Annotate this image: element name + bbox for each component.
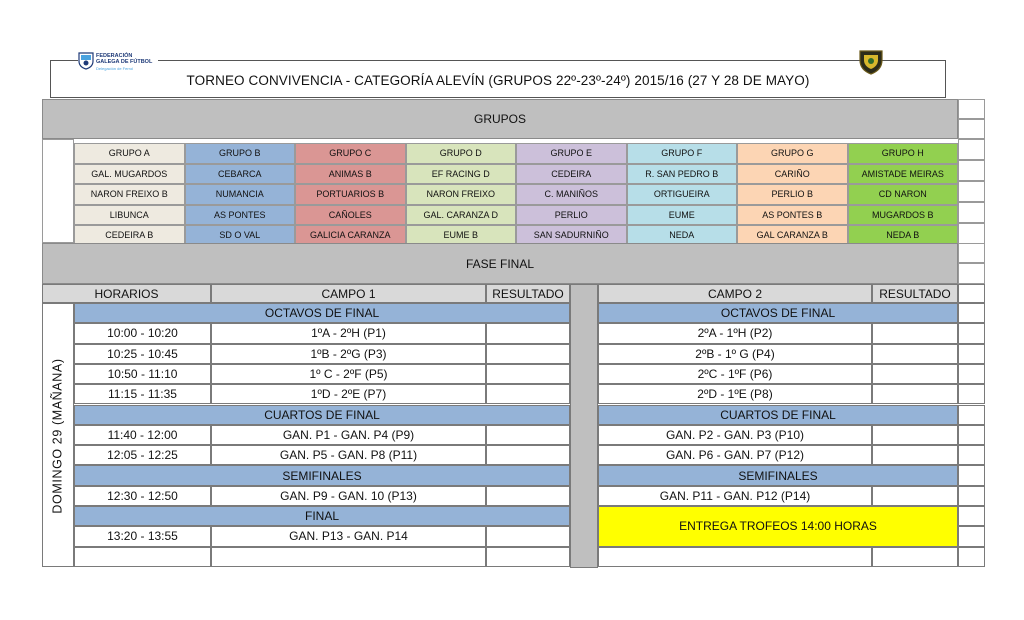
blank-cell [211,547,486,567]
match-campo1: GAN. P9 - GAN. 10 (P13) [211,486,486,506]
federation-shield-icon [78,51,94,70]
group-team: AMISTADE MEIRAS [848,164,959,185]
group-team: ANIMAS B [295,164,406,185]
edge-cell [958,465,985,485]
group-team: GALICIA CARANZA [295,225,406,246]
blank-cell [872,547,958,567]
trophy-note: ENTREGA TROFEOS 14:00 HORAS [598,506,958,547]
stage-cuartos-campo2: CUARTOS DE FINAL [598,405,958,425]
match-campo1: GAN. P13 - GAN. P14 [211,526,486,546]
blank-cell [486,547,570,567]
col-campo1: CAMPO 1 [211,284,486,303]
group-team: ORTIGUEIRA [627,184,738,205]
blank-cell [74,547,211,567]
match-time: 12:05 - 12:25 [74,445,211,465]
club-crest-icon [858,48,884,76]
group-team: EF RACING D [406,164,517,185]
result-campo1 [486,425,570,445]
match-campo1: 1ºD - 2ºE (P7) [211,384,486,404]
edge-cell [958,547,985,567]
edge-cell [958,384,985,404]
match-campo1: 1ºB - 2ºG (P3) [211,344,486,364]
edge-cell [958,181,985,202]
federation-logo-subtitle: Delegación de Ferrol [96,66,134,71]
group-team: NARON FREIXO [406,184,517,205]
group-team: CEDEIRA B [74,225,185,246]
group-team: GAL. CARANZA D [406,205,517,226]
result-campo1 [486,323,570,343]
match-campo2: GAN. P11 - GAN. P12 (P14) [598,486,872,506]
groups-header: GRUPOS [42,99,958,139]
edge-cell [958,323,985,343]
group-header-h: GRUPO H [848,143,959,164]
edge-cell [958,139,985,160]
match-campo2: 2ºA - 1ºH (P2) [598,323,872,343]
group-team: EUME B [406,225,517,246]
result-campo1 [486,344,570,364]
edge-cell [958,223,985,244]
result-campo1 [486,364,570,384]
match-time: 10:50 - 11:10 [74,364,211,384]
group-team: CEDEIRA [516,164,627,185]
match-time: 11:40 - 12:00 [74,425,211,445]
group-team: AS PONTES B [737,205,848,226]
group-header-b: GRUPO B [185,143,296,164]
group-team: NEDA B [848,225,959,246]
edge-cell [958,243,985,263]
group-team: GAL. MUGARDOS [74,164,185,185]
federation-logo-text: FEDERACIÓN GALEGA DE FÚTBOL [96,53,153,65]
result-campo2 [872,323,958,343]
day-label-text: DOMINGO 29 (MAÑANA) [51,357,66,514]
page-title: TORNEO CONVIVENCIA - CATEGORÍA ALEVÍN (GRUPOS 22º-23º-24º) 2015/16 (27 Y 28 DE MAYO) [186,72,810,88]
edge-cell [958,526,985,546]
match-campo1: 1ºA - 2ºH (P1) [211,323,486,343]
group-team: AS PONTES [185,205,296,226]
blank-cell [598,547,872,567]
group-team: NUMANCIA [185,184,296,205]
edge-cell [958,405,985,425]
group-team: R. SAN PEDRO B [627,164,738,185]
group-team: CARIÑO [737,164,848,185]
match-campo2: GAN. P2 - GAN. P3 (P10) [598,425,872,445]
match-campo1: GAN. P1 - GAN. P4 (P9) [211,425,486,445]
group-team: NARON FREIXO B [74,184,185,205]
result-campo2 [872,445,958,465]
group-team: LIBUNCA [74,205,185,226]
edge-cell [958,344,985,364]
edge-cell [958,445,985,465]
edge-cell [958,425,985,445]
result-campo2 [872,425,958,445]
group-team: CAÑOLES [295,205,406,226]
edge-cell [958,364,985,384]
col-horarios: HORARIOS [42,284,211,303]
group-team: PERLIO [516,205,627,226]
col-resultado-1: RESULTADO [486,284,570,303]
result-campo1 [486,486,570,506]
edge-cell [958,99,985,119]
group-header-g: GRUPO G [737,143,848,164]
result-campo2 [872,384,958,404]
final-phase-header: FASE FINAL [42,243,958,284]
result-campo2 [872,344,958,364]
column-separator [570,284,598,568]
group-team: MUGARDOS B [848,205,959,226]
stage-cuartos-campo1: CUARTOS DE FINAL [74,405,570,425]
edge-cell [958,119,985,139]
edge-cell [958,506,985,526]
result-campo1 [486,526,570,546]
group-team: PORTUARIOS B [295,184,406,205]
edge-cell [958,303,985,323]
match-campo2: 2ºC - 1ºF (P6) [598,364,872,384]
group-team: PERLIO B [737,184,848,205]
group-team: SAN SADURNIÑO [516,225,627,246]
group-team: C. MANIÑOS [516,184,627,205]
stage-semifinales-campo2: SEMIFINALES [598,465,958,485]
edge-cell [958,160,985,181]
group-header-e: GRUPO E [516,143,627,164]
stage-final-campo1: FINAL [74,506,570,526]
result-campo1 [486,384,570,404]
stage-semifinales-campo1: SEMIFINALES [74,465,570,485]
match-time: 11:15 - 11:35 [74,384,211,404]
stage-octavos-campo1: OCTAVOS DE FINAL [74,303,570,323]
stage-octavos-campo2: OCTAVOS DE FINAL [598,303,958,323]
group-team: CEBARCA [185,164,296,185]
edge-cell [958,486,985,506]
edge-cell [958,263,985,284]
group-team: SD O VAL [185,225,296,246]
edge-cell [958,284,985,303]
edge-cell [958,202,985,223]
day-label [42,303,74,568]
result-campo2 [872,364,958,384]
group-team: CD NARON [848,184,959,205]
match-time: 13:20 - 13:55 [74,526,211,546]
match-time: 10:00 - 10:20 [74,323,211,343]
group-team: GAL CARANZA B [737,225,848,246]
result-campo2 [872,486,958,506]
groups-left-margin [42,139,74,243]
group-header-f: GRUPO F [627,143,738,164]
col-campo2: CAMPO 2 [598,284,872,303]
group-team: NEDA [627,225,738,246]
match-campo2: GAN. P6 - GAN. P7 (P12) [598,445,872,465]
match-campo1: 1º C - 2ºF (P5) [211,364,486,384]
match-campo2: 2ºD - 1ºE (P8) [598,384,872,404]
col-resultado-2: RESULTADO [872,284,958,303]
match-campo1: GAN. P5 - GAN. P8 (P11) [211,445,486,465]
match-time: 10:25 - 10:45 [74,344,211,364]
result-campo1 [486,445,570,465]
group-team: EUME [627,205,738,226]
group-header-c: GRUPO C [295,143,406,164]
match-time: 12:30 - 12:50 [74,486,211,506]
match-campo2: 2ºB - 1º G (P4) [598,344,872,364]
group-header-d: GRUPO D [406,143,517,164]
group-header-a: GRUPO A [74,143,185,164]
